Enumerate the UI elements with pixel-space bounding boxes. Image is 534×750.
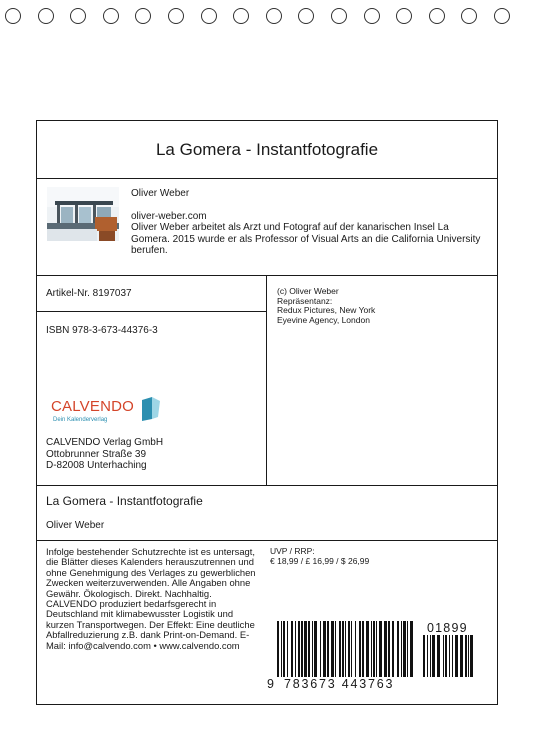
calvendo-logo-name: CALVENDO	[51, 398, 135, 415]
binding-hole	[201, 8, 217, 24]
barcode-bar	[355, 621, 356, 677]
barcode-main-digits: 783673 443763	[284, 677, 395, 691]
barcode-bar	[397, 621, 399, 677]
binding-hole	[168, 8, 184, 24]
barcode-bar	[301, 621, 303, 677]
barcode-bar	[320, 621, 321, 677]
barcode-bar	[295, 621, 296, 677]
barcode-bar	[359, 621, 361, 677]
barcode-bar	[373, 621, 375, 677]
binding-hole	[103, 8, 119, 24]
barcode-main-bars	[277, 621, 417, 677]
barcode-bar	[287, 621, 288, 677]
calendar-back-card	[36, 120, 498, 705]
barcode-bar	[351, 621, 352, 677]
barcode-bar	[432, 635, 435, 677]
calvendo-logo-tagline: Dein Kalenderverlag	[53, 417, 108, 423]
barcode-bar	[312, 621, 313, 677]
barcode-bar	[304, 621, 307, 677]
author-bio: Oliver Weber arbeitet als Arzt und Fotograf auf der kanarischen Insel La Gomera. 2015 wurde er als Professor of Visual Arts an die California University berufen.	[131, 222, 481, 257]
calendar-title-section	[37, 121, 497, 179]
calvendo-logo	[51, 396, 161, 430]
barcode-bar	[335, 621, 336, 677]
barcode-bar	[392, 621, 394, 677]
barcode-bar	[388, 621, 390, 677]
copyright-line: (c) Oliver Weber	[277, 286, 339, 296]
binding-hole	[461, 8, 477, 24]
binding-hole	[5, 8, 21, 24]
barcode-bar	[376, 621, 377, 677]
barcode-addon-bars	[423, 635, 473, 677]
price-block	[270, 547, 369, 566]
calendar-title: La Gomera - Instantfotografie	[155, 139, 379, 159]
binding-hole	[494, 8, 510, 24]
barcode-bar	[291, 621, 293, 677]
barcode-lead-digit: 9	[267, 677, 274, 691]
barcode-bar	[427, 635, 428, 677]
publisher-line: Ottobrunner Straße 39	[46, 448, 147, 460]
publisher-line: CALVENDO Verlag GmbH	[46, 437, 164, 448]
binding-hole	[298, 8, 314, 24]
barcode-bar	[298, 621, 300, 677]
barcode-bar	[470, 635, 473, 677]
price-value: € 18,99 / £ 16,99 / $ 26,99	[270, 555, 370, 566]
barcode-bar	[331, 621, 334, 677]
publisher-line: D-82008 Unterhaching	[46, 460, 147, 471]
legal-and-price-section	[37, 541, 497, 705]
barcode-bar	[314, 621, 317, 677]
binding-hole	[70, 8, 86, 24]
barcode-bar	[403, 621, 406, 677]
author-website: oliver-weber.com	[131, 210, 207, 222]
barcode-bar	[410, 621, 413, 677]
copyright-line: Eyevine Agency, London	[277, 314, 370, 325]
barcode-bar	[468, 635, 469, 677]
barcode-bar	[277, 621, 279, 677]
barcode	[267, 621, 492, 701]
barcode-bar	[401, 621, 402, 677]
barcode-bar	[452, 635, 453, 677]
isbn: ISBN 978-3-673-44376-3	[46, 325, 158, 336]
copyright-line: Redux Pictures, New York	[277, 305, 376, 316]
barcode-bar	[460, 635, 463, 677]
info-title: La Gomera - Instantfotografie	[46, 494, 203, 508]
publisher-address	[46, 437, 163, 472]
binding-hole	[266, 8, 282, 24]
barcode-bar	[348, 621, 350, 677]
barcode-bar	[407, 621, 408, 677]
publishing-details-left	[37, 276, 267, 485]
binding-hole	[364, 8, 380, 24]
barcode-bar	[366, 621, 369, 677]
author-photo	[47, 187, 119, 241]
copyright-line: Repräsentanz:	[277, 295, 333, 306]
barcode-bar	[342, 621, 344, 677]
barcode-bar	[465, 635, 467, 677]
barcode-bar	[443, 635, 444, 677]
title-info-section	[37, 486, 497, 541]
binding-holes	[0, 8, 534, 28]
author-text-block	[131, 188, 486, 257]
author-section	[37, 179, 497, 276]
barcode-bar	[455, 635, 458, 677]
barcode-bar	[308, 621, 310, 677]
article-number: Artikel-Nr. 8197037	[37, 276, 266, 312]
barcode-bar	[339, 621, 341, 677]
author-name: Oliver Weber	[131, 188, 190, 199]
barcode-bar	[362, 621, 364, 677]
binding-hole	[396, 8, 412, 24]
barcode-bar	[423, 635, 425, 677]
barcode-bar	[281, 621, 282, 677]
barcode-bar	[345, 621, 346, 677]
binding-hole	[135, 8, 151, 24]
publishing-details-section	[37, 276, 497, 486]
binding-hole	[429, 8, 445, 24]
barcode-bar	[449, 635, 450, 677]
price-label: UVP / RRP:	[270, 546, 315, 556]
barcode-bar	[437, 635, 440, 677]
barcode-bar	[430, 635, 431, 677]
barcode-bar	[445, 635, 447, 677]
barcode-bar	[379, 621, 382, 677]
barcode-addon-digits: 01899	[427, 621, 468, 635]
binding-hole	[38, 8, 54, 24]
legal-text: Infolge bestehender Schutzrechte ist es untersagt, die Blätter dieses Kalenders herauszutrennen und ohne Genehmigung des Verlages zu gewerblichen Zwecken weiterzuverwenden. Alle Angaben ohne Gewähr. Ökologisch. Direkt. Nachhaltig. CALVENDO produziert bedarfsgerecht in Deutschland mit klimabewusster Logistik und kurzen Transportwegen. Der Effekt: Eine deutliche Abfallreduzierung z.B. dank Print-on-Demand. E-Mail: info@calvendo.com • www.calvendo.com	[46, 546, 256, 651]
calvendo-mark-icon	[140, 397, 160, 421]
barcode-bar	[327, 621, 329, 677]
barcode-bar	[384, 621, 387, 677]
barcode-bar	[371, 621, 372, 677]
barcode-bar	[323, 621, 326, 677]
binding-hole	[331, 8, 347, 24]
barcode-bar	[283, 621, 285, 677]
binding-hole	[233, 8, 249, 24]
info-author: Oliver Weber	[46, 520, 105, 531]
copyright-block	[277, 287, 492, 325]
